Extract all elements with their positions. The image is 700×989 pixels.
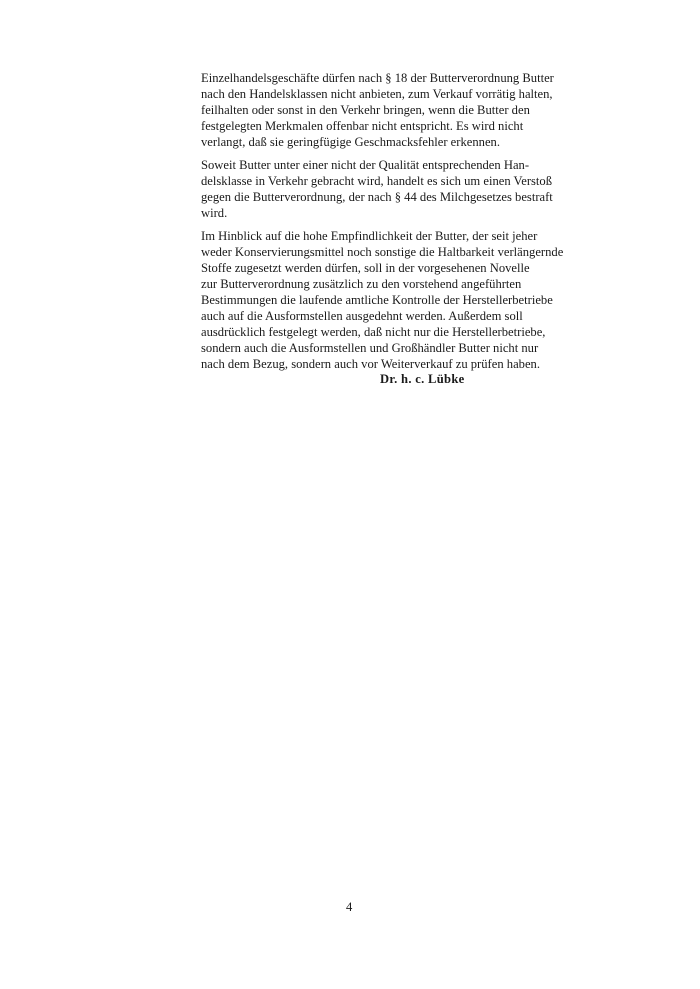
text-line: verlangt, daß sie geringfügige Geschmacksfehler erkennen.: [201, 135, 500, 149]
text-line: sondern auch die Ausformstellen und Großhändler Butter nicht nur: [201, 341, 539, 355]
page-number: 4: [346, 900, 353, 914]
text-line: Im Hinblick auf die hohe Empfindlichkeit der Butter, der seit jeher: [201, 229, 538, 243]
text-line: weder Konservierungsmittel noch sonstige die Haltbarkeit verlängernde: [201, 245, 564, 259]
text-line: auch auf die Ausformstellen ausgedehnt werden. Außerdem soll: [201, 309, 523, 323]
text-line: Stoffe zugesetzt werden dürfen, soll in der vorgesehenen Novelle: [201, 261, 530, 275]
text-line: wird.: [201, 206, 228, 220]
paragraph-2: [201, 157, 553, 221]
text-line: Soweit Butter unter einer nicht der Qualität entsprechenden Han-: [201, 158, 530, 172]
text-line: Einzelhandelsgeschäfte dürfen nach § 18 der Butterverordnung Butter: [201, 71, 554, 85]
body-text: [201, 70, 564, 379]
text-line: delsklasse in Verkehr gebracht wird, handelt es sich um einen Verstoß: [201, 174, 553, 188]
text-line: festgelegten Merkmalen offenbar nicht entspricht. Es wird nicht: [201, 119, 524, 133]
text-line: gegen die Butterverordnung, der nach § 44 des Milchgesetzes bestraft: [201, 190, 553, 204]
signature: Dr. h. c. Lübke: [380, 372, 465, 386]
paragraph-3: [201, 228, 564, 372]
text-line: Bestimmungen die laufende amtliche Kontrolle der Herstellerbetriebe: [201, 293, 553, 307]
paragraph-1: [201, 70, 554, 150]
text-line: nach dem Bezug, sondern auch vor Weiterverkauf zu prüfen haben.: [201, 357, 540, 371]
text-line: feilhalten oder sonst in den Verkehr bringen, wenn die Butter den: [201, 103, 530, 117]
text-line: ausdrücklich festgelegt werden, daß nicht nur die Herstellerbetriebe,: [201, 325, 546, 339]
text-line: zur Butterverordnung zusätzlich zu den vorstehend angeführten: [201, 277, 522, 291]
text-line: nach den Handelsklassen nicht anbieten, zum Verkauf vorrätig halten,: [201, 87, 553, 101]
